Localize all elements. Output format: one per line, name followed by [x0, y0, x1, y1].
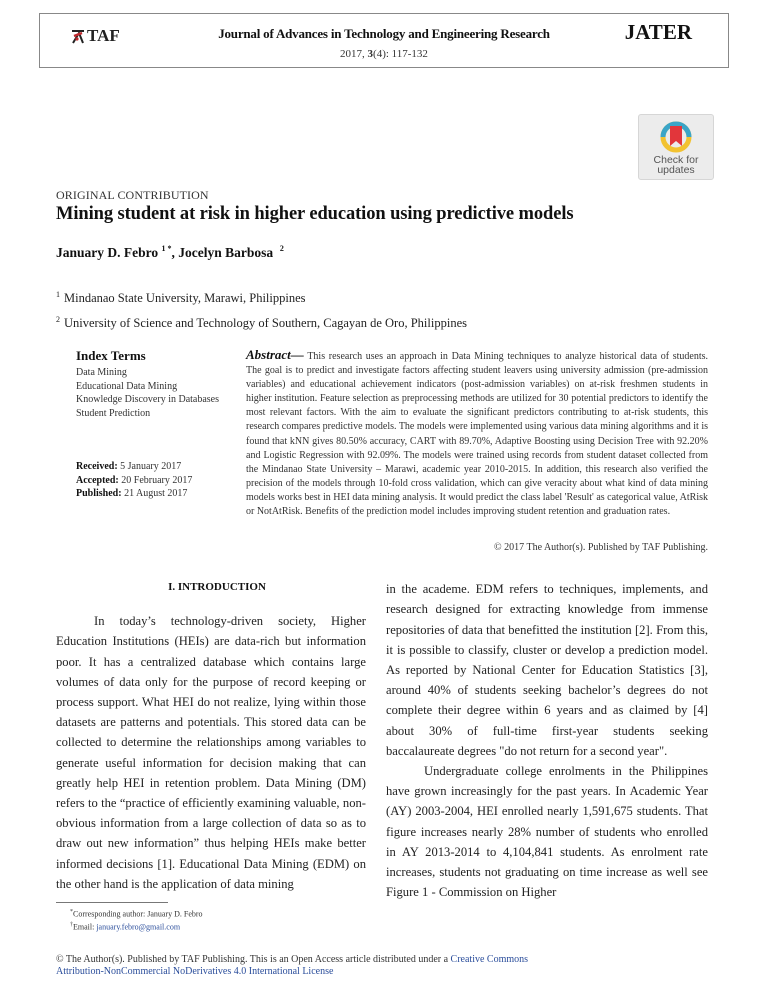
affiliation: [56, 284, 712, 309]
corresponding-author-note: [70, 907, 366, 920]
abstract-text: This research uses an approach in Data Mining techniques to analyze historical data of students. The goal is to predict and investigate factors affecting student leavers using university admission (pre-admission variables) and educational achievement indicators (post-admission variables) on at-risk freshmen students in higher institution. Feature selection as preprocessing methods are utilized for 30 potential predictors to identify the most relevant factors. With the aim to evaluate the significant predictors contributing to at-risk students, this research compares predictive models. The models were implemented using various data mining algorithms and it is found that kNN gives 80.50% accuracy, CART with 89.70%, Adaptive Boosting using Decision Tree with 92.20% and Logistic Regression with 92.09%. The models were trained using records from student dataset collected from the Mindanao State University – Marawi, academic year 2010-2015. In addition, this research also verified the precision of the models through 10-fold cross validation, which can give veracity about what kind of data mining models works best in HEI data mining analysis. It would predict the class label 'Result' as categorical value, AtRisk or NotAtRisk. Benefits of the prediction model includes improving student retention and graduation rates.: [246, 351, 708, 518]
author-list: [56, 240, 712, 262]
footnote-mark: *: [70, 908, 73, 915]
license-link[interactable]: Attribution-NonCommercial NoDerivatives 4.0 International License: [56, 966, 334, 978]
affiliation-text: Mindanao State University, Marawi, Philippines: [64, 291, 306, 305]
footnote-mark: †: [70, 921, 73, 928]
body-paragraph: in the academe. EDM refers to techniques, implements, and research designed for extracting knowledge from immense repositories of data that benefitted the institution [2]. From this, it is possible to classify, cluster or develop a prediction model. As reported by National Center for Education Statistics [3], around 40% of students seeking bachelor’s degrees do not complete their degree within 6 years and as claimed by [4] about 30% of full-time first-year students seeking baccalaureate degrees "do not return for a second year".: [386, 582, 708, 758]
abstract: [246, 348, 708, 519]
issue-year: 2017,: [340, 48, 365, 60]
author-marks: 1 *: [161, 244, 172, 253]
body-columns: [0, 555, 768, 932]
journal-header: [39, 13, 729, 68]
article-heading: [0, 192, 768, 334]
date-label: Published:: [76, 488, 122, 499]
abstract-dash: —: [290, 347, 304, 362]
index-terms-heading: Index Terms: [76, 348, 146, 363]
index-term: Student Prediction: [76, 407, 151, 419]
date-label: Accepted:: [76, 474, 119, 486]
article-type: ORIGINAL CONTRIBUTION: [56, 188, 209, 202]
meta-row: [0, 334, 768, 519]
check-for-updates-button[interactable]: [638, 114, 714, 180]
check-for-updates-label: [654, 155, 699, 175]
journal-name: Journal of Advances in Technology and Engineering Research: [218, 26, 550, 41]
taf-logo-icon: [70, 28, 86, 44]
journal-abbreviation: JATER: [624, 20, 692, 44]
author-separator: ,: [171, 245, 175, 260]
body-paragraph: Undergraduate college enrolments in the Philippines have grown increasingly for the past years. In Academic Year (AY) 2003-2004, HEI enrolled nearly 1,591,675 students. That figure increases nearly 28% number of students who enrolled in AY 2013-2014 to 4,104,841 students. As enrolment rate increases, students not graduating on time increase as well see Figure 1 - Commission on Higher: [386, 763, 708, 900]
bookmark-icon: [659, 120, 693, 154]
affiliation: [56, 309, 712, 334]
index-term: Educational Data Mining: [76, 380, 178, 392]
issue-pages: (4): 117-132: [373, 48, 428, 60]
creative-commons-link[interactable]: Creative Commons: [450, 954, 529, 966]
check-updates-line1: Check for: [653, 154, 699, 166]
date-value: 20 February 2017: [121, 474, 193, 486]
body-paragraph: In today’s technology-driven society, Higher Education Institutions (HEIs) are data-rich but information poor. It has a centralized database which contains large volumes of data only for the purpose of record keeping or process support. What HEI do not realize, lying within those datasets are patterns and potentials. This stored data can be collected to determine the relationships among variables to generate useful information for decision making that can greatly help HEI in retention problem. Data Mining (DM) refers to the “practice of efficiently examining valuable, non-obvious information from a large collection of data so as to draw out new information” thus helping HEIs make better informed decisions [1]. Educational Data Mining (EDM) on the other hand is the application of data mining: [56, 614, 366, 891]
date-label: Received:: [76, 461, 118, 472]
affiliation-text: University of Science and Technology of Southern, Cagayan de Oro, Philippines: [64, 316, 467, 330]
check-updates-line2: updates: [657, 164, 695, 176]
top-zone: [0, 68, 768, 202]
copyright-notice: © 2017 The Author(s). Published by TAF Publishing.: [494, 542, 708, 554]
right-column: [386, 579, 708, 932]
affiliation-number: 2: [56, 315, 60, 324]
footnotes: [56, 903, 366, 932]
affiliation-number: 1: [56, 290, 60, 299]
license-text: © The Author(s). Published by TAF Publishing. This is an Open Access article distributed under a: [56, 954, 449, 966]
publisher-logo-text: TAF: [87, 26, 120, 45]
affiliations: [56, 284, 712, 334]
publisher-logo: [70, 26, 120, 46]
author-name: January D. Febro: [56, 245, 159, 260]
issue-info: [160, 48, 608, 60]
left-column: [56, 581, 366, 932]
article-title: Mining student at risk in higher education using predictive models: [56, 204, 574, 224]
received-date: [76, 460, 236, 474]
index-terms: [76, 348, 236, 519]
article-dates: [76, 460, 236, 501]
index-term: Data Mining: [76, 367, 127, 378]
email-note: [70, 920, 366, 933]
index-term: Knowledge Discovery in Databases: [76, 394, 220, 405]
section-heading: I. INTRODUCTION: [168, 581, 266, 594]
corresponding-author-text: Corresponding author: January D. Febro: [73, 909, 203, 919]
published-date: [76, 487, 236, 501]
date-value: 21 August 2017: [124, 488, 188, 499]
email-link[interactable]: january.febro@gmail.com: [96, 922, 181, 932]
accepted-date: [76, 474, 236, 488]
date-value: 5 January 2017: [120, 461, 182, 472]
page: [0, 13, 768, 988]
email-label: Email:: [73, 922, 95, 932]
license-notice: [0, 932, 616, 988]
issue-volume: 3: [367, 48, 374, 60]
author-name: Jocelyn Barbosa: [178, 245, 274, 260]
abstract-label: Abstract: [246, 347, 291, 362]
author-marks: 2: [279, 244, 284, 253]
